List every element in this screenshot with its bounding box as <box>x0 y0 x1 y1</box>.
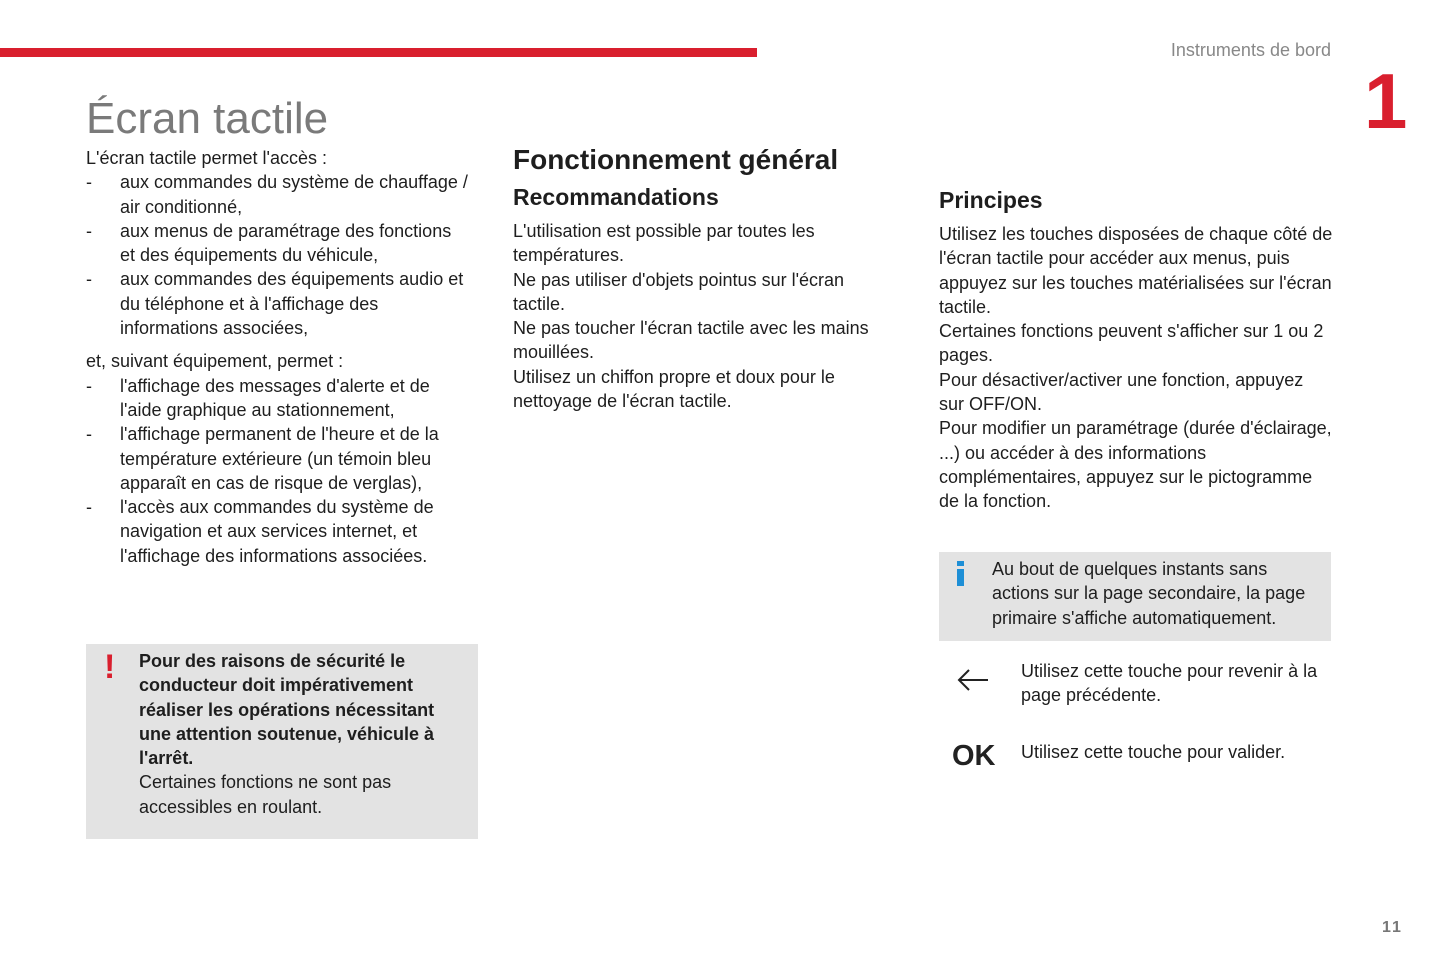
section-heading: Fonctionnement général <box>513 144 839 175</box>
list-item: - aux menus de paramétrage des fonctions et des équipements du véhicule, <box>86 220 452 266</box>
exclamation-icon: ! <box>104 648 116 686</box>
list-item: - aux commandes du système de chauffage / air conditionné, <box>86 172 468 217</box>
principles-heading: Principes <box>939 187 1043 213</box>
info-box <box>939 552 1331 641</box>
back-arrow-icon <box>956 666 990 699</box>
page-number: 11 <box>1382 919 1403 936</box>
warning-text: Certaines fonctions ne sont pas accessibles en roulant. <box>139 772 392 817</box>
page-title: Écran tactile <box>86 94 329 143</box>
back-description: Utilisez cette touche pour revenir à la page précédente. <box>1021 661 1318 706</box>
access-list <box>86 170 471 340</box>
list-item: - l'accès aux commandes du système de navigation et aux services internet, et l'affichage des informations associées. <box>86 497 434 566</box>
info-icon <box>957 561 964 587</box>
paragraph: Utilisez un chiffon propre et doux pour le nettoyage de l'écran tactile. <box>513 366 835 412</box>
ok-icon: OK <box>952 740 996 772</box>
intro-text: L'écran tactile permet l'accès : <box>86 148 327 168</box>
info-text: Au bout de quelques instants sans actions sur la page secondaire, la page primaire s'affiche automatiquement. <box>992 559 1306 628</box>
list-item: - l'affichage des messages d'alerte et de l'aide graphique au stationnement, <box>86 375 430 420</box>
header-red-bar <box>0 48 757 57</box>
middle-column <box>513 144 893 413</box>
recommendations-heading: Recommandations <box>513 184 719 210</box>
list-item: - l'affichage permanent de l'heure et de la température extérieure (un témoin bleu apparaît en cas de risque de verglas), <box>86 424 439 493</box>
paragraph: Pour modifier un paramétrage (durée d'éclairage, ...) ou accéder à des informations complémentaires, appuyez sur le pictogramme de la fonction. <box>939 418 1332 512</box>
ok-description: Utilisez cette touche pour valider. <box>1021 742 1286 762</box>
warning-box <box>86 644 478 839</box>
list-item: - aux commandes des équipements audio et du téléphone et à l'affichage des informations associées, <box>86 269 464 339</box>
paragraph: Ne pas toucher l'écran tactile avec les mains mouillées. <box>513 318 869 363</box>
left-column <box>86 146 471 568</box>
section-title: Instruments de bord <box>1170 40 1331 60</box>
paragraph: Ne pas utiliser d'objets pointus sur l'écran tactile. <box>513 269 845 314</box>
paragraph: Pour désactiver/activer une fonction, appuyez sur OFF/ON. <box>939 369 1304 415</box>
paragraph: Certaines fonctions peuvent s'afficher sur 1 ou 2 pages. <box>939 321 1324 366</box>
right-column <box>939 187 1333 514</box>
intro2-text: et, suivant équipement, permet : <box>86 351 344 372</box>
paragraph: L'utilisation est possible par toutes les températures. <box>513 221 815 266</box>
chapter-number: 1 <box>1364 57 1408 145</box>
warning-bold-text: Pour des raisons de sécurité le conducteur doit impérativement réaliser les opérations nécessitant une attention soutenue, véhicule à l'arrêt. <box>139 651 435 769</box>
feature-list <box>86 374 471 568</box>
paragraph: Utilisez les touches disposées de chaque côté de l'écran tactile pour accéder aux menus, puis appuyez sur les touches matérialisées sur l'écran tactile. <box>939 224 1333 317</box>
